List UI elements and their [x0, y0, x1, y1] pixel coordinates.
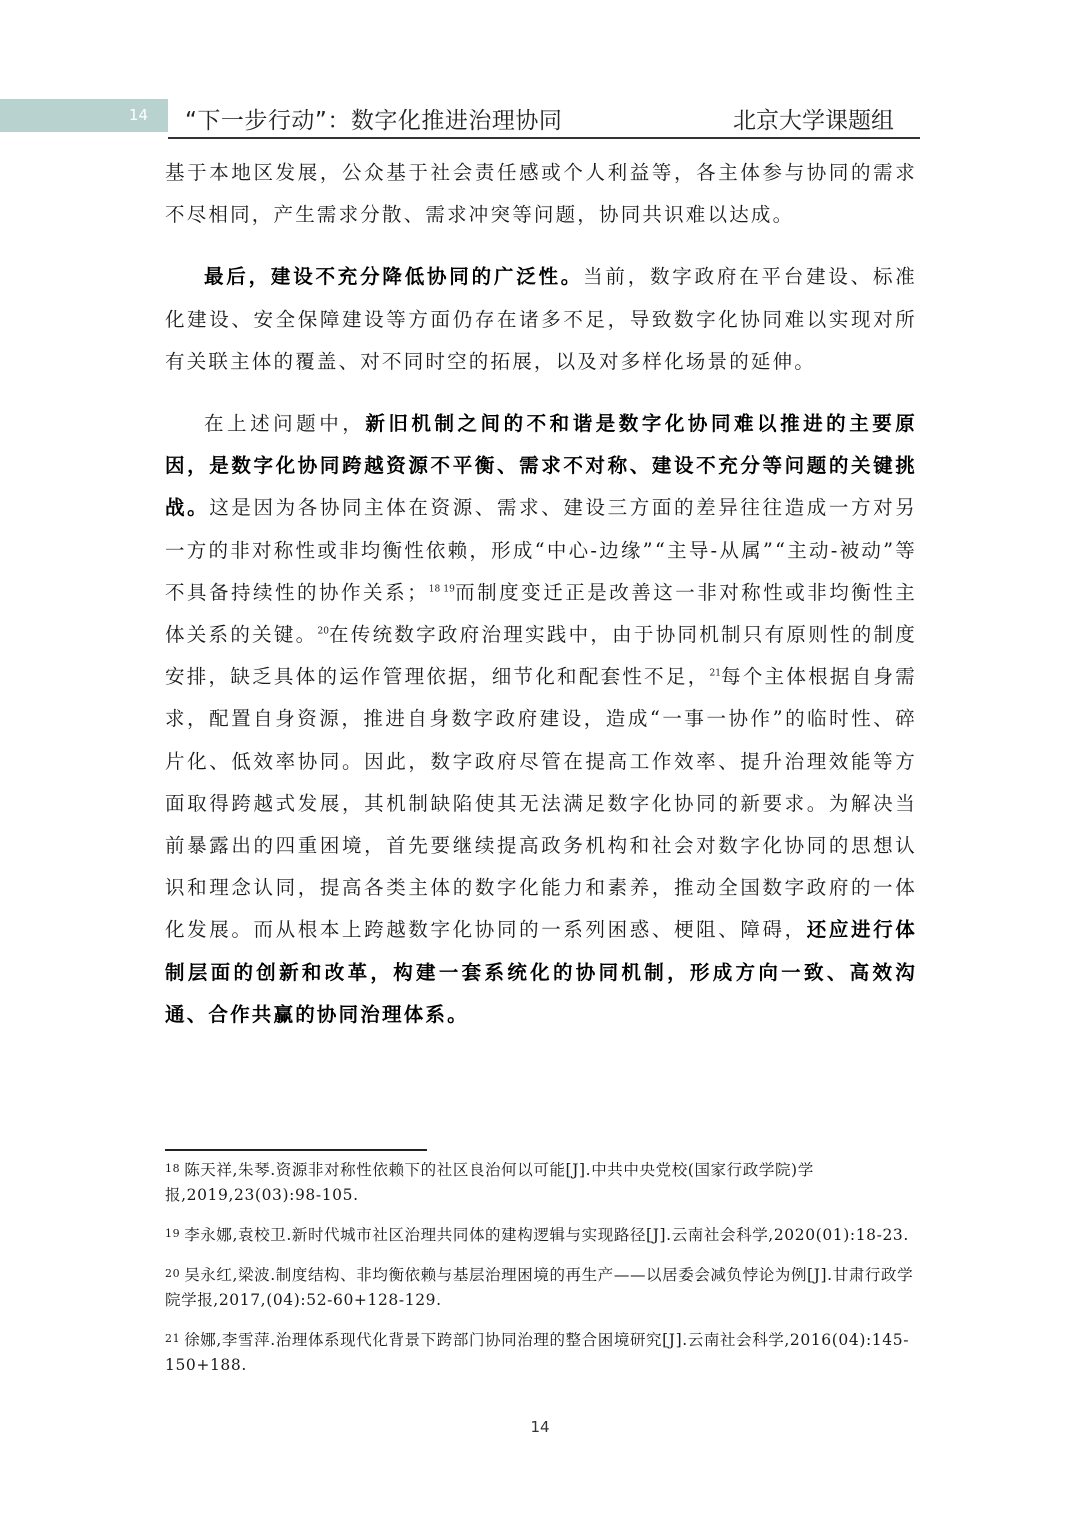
paragraph-3-text-b: 而制度变迁正是改善这一非对称性或非均衡性主体关系的关键。 — [165, 580, 918, 647]
footnote-ref-20[interactable]: 20 — [317, 626, 329, 637]
footnote-19 — [165, 1223, 920, 1248]
paragraph-3-text-a: 这是因为各协同主体在资源、需求、建设三方面的差异往往造成一方对另一方的非对称性或非均衡性依赖，形成“中心-边缘”“主导-从属”“主动-被动”等不具备持续性的协作关系； — [165, 496, 917, 604]
footnote-number: 21 — [165, 1332, 181, 1345]
paragraph-3-text-c: 在传统数字政府治理实践中，由于协同机制只有原则性的制度安排，缺乏具体的运作管理依据，细节化和配套性不足， — [165, 623, 917, 689]
paragraph-1-text: 基于本地区发展，公众基于社会责任感或个人利益等，各主体参与协同的需求不尽相同，产生需求分散、需求冲突等问题，协同共识难以达成。 — [165, 161, 917, 227]
paragraph-3-bold-key-claim: 新旧机制之间的不和谐是数字化协同难以推进的主要原因，是数字化协同跨越资源不平衡、需求不对称、建设不充分等问题的关键挑战。 — [165, 412, 917, 520]
footnote-ref-18-19[interactable]: 18 19 — [428, 584, 455, 595]
running-header-organization: 北京大学课题组 — [733, 108, 894, 134]
paragraph-2 — [165, 256, 917, 383]
paragraph-1 — [165, 152, 917, 236]
footnote-text: 吴永红,梁波.制度结构、非均衡依赖与基层治理困境的再生产——以居委会减负悖论为例[J].甘肃行政学院学报,2017,(04):52-60+128-129. — [165, 1266, 914, 1309]
footnote-text: 陈天祥,朱琴.资源非对称性依赖下的社区良治何以可能[J].中共中央党校(国家行政学院)学报,2019,23(03):98-105. — [165, 1161, 814, 1204]
footnote-number: 18 — [165, 1162, 181, 1175]
footnote-text: 徐娜,李雪萍.治理体系现代化背景下跨部门协同治理的整合困境研究[J].云南社会科学,2016(04):145-150+188. — [165, 1331, 910, 1374]
page-number-tab — [0, 99, 168, 132]
paragraph-3-intro: 在上述问题中， — [204, 412, 366, 436]
running-header-title: “下一步行动”：数字化推进治理协同 — [185, 108, 563, 134]
footnote-21 — [165, 1328, 920, 1378]
paragraph-2-bold: 最后，建设不充分降低协同的广泛性。 — [204, 265, 584, 289]
footnote-number: 20 — [165, 1267, 181, 1280]
footnote-20 — [165, 1263, 920, 1313]
paragraph-2-text: 当前，数字政府在平台建设、标准化建设、安全保障建设等方面仍存在诸多不足，导致数字化协同难以实现对所有关联主体的覆盖、对不同时空的拓展，以及对多样化场景的延伸。 — [165, 265, 917, 373]
paragraph-3-text-d: 每个主体根据自身需求，配置自身资源，推进自身数字政府建设，造成“一事一协作”的临时性、碎片化、低效率协同。因此，数字政府尽管在提高工作效率、提升治理效能等方面取得跨越式发展，其机制缺陷使其无法满足数字化协同的新要求。为解决当前暴露出的四重困境，首先要继续提高政务机构和社会对数字化协同的思想认识和理念认同，提高各类主体的数字化能力和素养，推动全国数字政府的一体化发展。而从根本上跨越数字化协同的一系列困惑、梗阻、障碍， — [165, 665, 917, 942]
paragraph-3-bold-conclusion: 还应进行体制层面的创新和改革，构建一套系统化的协同机制，形成方向一致、高效沟通、合作共赢的协同治理体系。 — [165, 918, 917, 1026]
footnote-divider — [165, 1149, 427, 1151]
paragraph-3 — [165, 403, 917, 1036]
footer-page-number: 14 — [530, 1418, 550, 1436]
tab-page-number: 14 — [128, 106, 148, 124]
footnote-18 — [165, 1158, 920, 1208]
footnote-ref-21[interactable]: 21 — [709, 668, 721, 679]
header-divider — [168, 137, 920, 139]
footnote-text: 李永娜,袁校卫.新时代城市社区治理共同体的建构逻辑与实现路径[J].云南社会科学,2020(01):18-23. — [184, 1226, 909, 1244]
footnotes — [165, 1158, 920, 1393]
body-text — [165, 152, 917, 1036]
footnote-number: 19 — [165, 1227, 181, 1240]
